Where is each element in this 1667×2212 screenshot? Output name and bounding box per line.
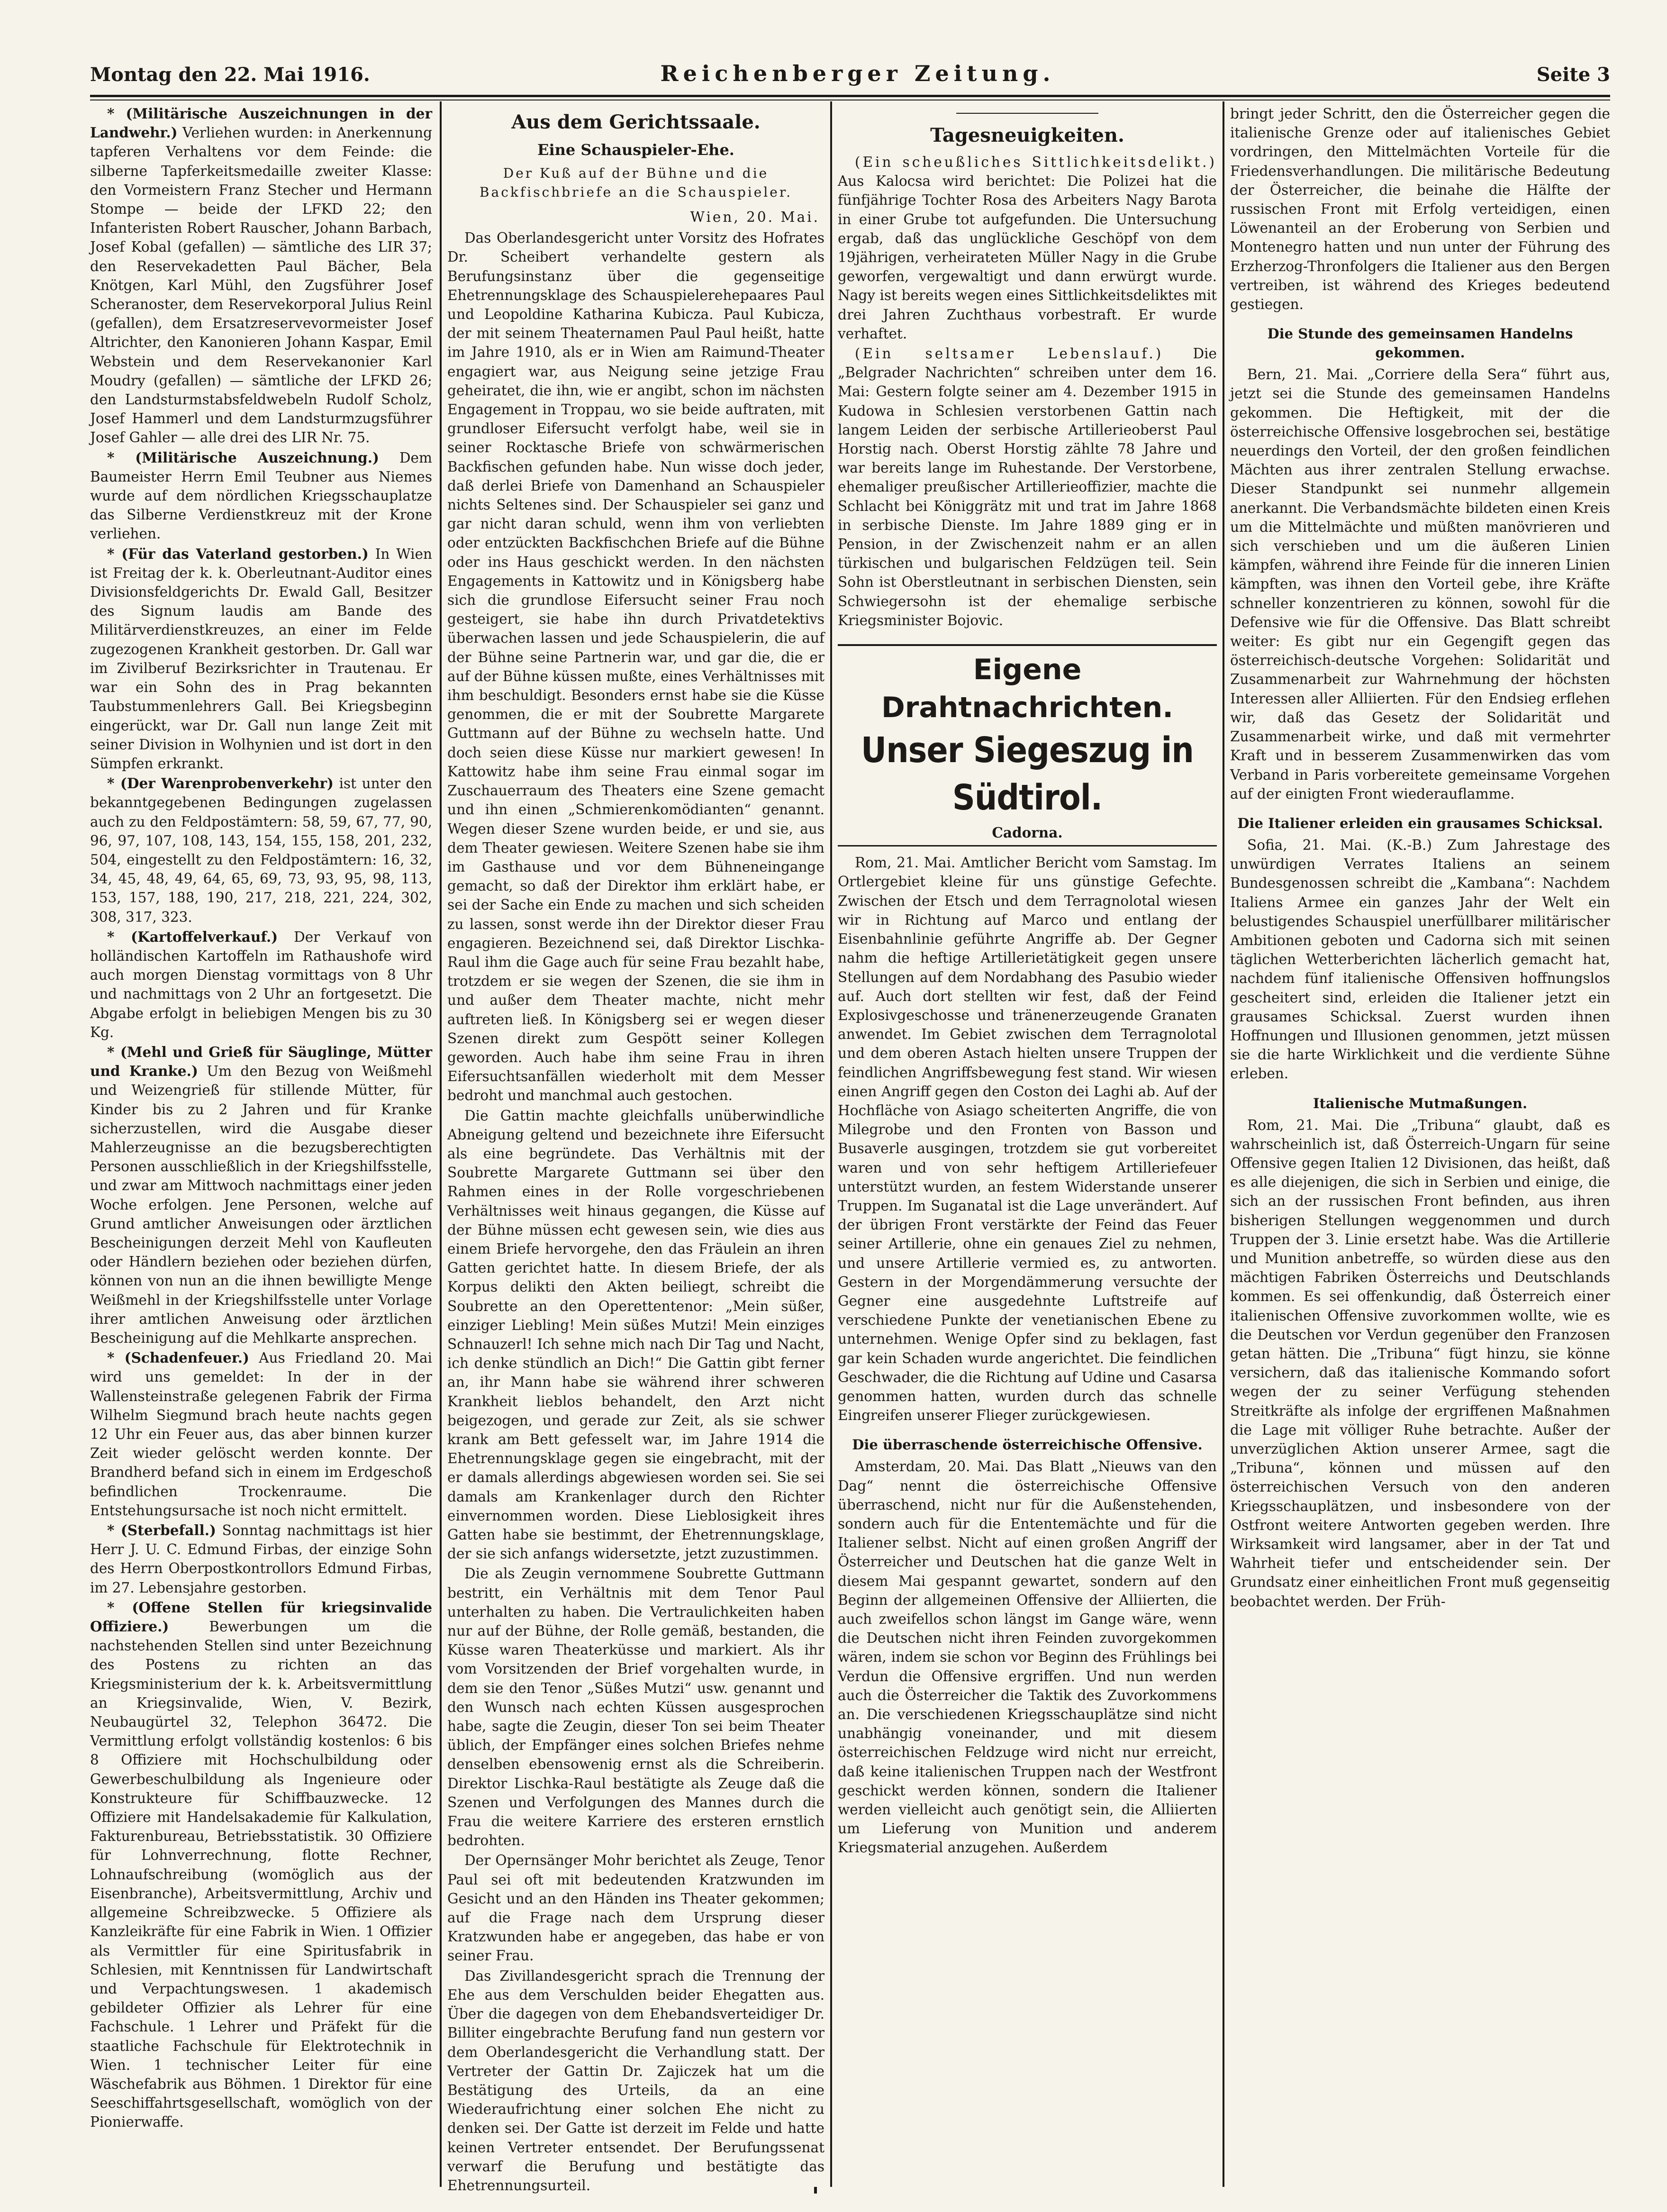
continued-paragraph: bringt jeder Schritt, den die Österreicher gegen die italienische Grenze oder auf italienisches Gebiet vordringen, den Mittelmächten Vorteile für die Friedensverhandlungen. Die militärische Bedeutung der Österreicher, die beinahe die Hälfte der russischen Front mit Erfolg verteidigen, einen Löwenanteil an der Eroberung von Serbien und Montenegro hatten und nun unter der Führung des Erzherzog-Thronfolgers die Italiener aus den Bergen vertreiben, ist während des Krieges bedeutend gestiegen. bbox=[1230, 106, 1610, 313]
news-item: * (Offene Stellen für kriegsinvalide Offiziere.) Bewerbungen um die nachstehenden Stellen sind unter Bezeichnung des Postens zu richten an das Kriegsministerium der k. k. Arbeitsvermittlung an Kriegsinvalide, Wien, V. Bezirk, Neubaugürtel 32, Telephon 36472. Die Vermittlung erfolgt vollständig kostenlos: 6 bis 8 Offiziere mit Hochschulbildung oder Gewerbeschulbildung als Ingenieure oder Konstrukteure für Schiffbauzwecke. 12 Offiziere mit Handelsakademie für Kalkulation, Fakturenbureau, Betriebsstatistik. 30 Offiziere für Lohnverrechnung, flotte Rechner, Lohnaufschreibung (womöglich aus der Eisenbranche), Arbeitsvermittlung, Archiv und allgemeine Schreibzwecke. 5 Offiziere als Kanzleikräfte für eine Fabrik in Wien. 1 Offizier als Vermittler für eine Spiritusfabrik in Schlesien, mit Kenntnissen für Landwirtschaft und Verpachtungswesen. 1 akademisch gebildeter Offizier als Lehrer für eine Fachschule. 1 Lehrer und Präfekt für die staatliche Fachschule für Elektrotechnik in Wien. 1 technischer Leiter für eine Wäschefabrik aus Böhmen. 1 Direktor für eine Seeschiffahrtsgesellschaft, womöglich von der Pionierwaffe. bbox=[90, 1599, 432, 2130]
column-divider bbox=[1223, 101, 1224, 2187]
section-title: Tagesneuigkeiten. bbox=[930, 124, 1124, 146]
article-title: Die Italiener erleiden ein grausames Schicksal. bbox=[1237, 815, 1603, 831]
page-number: Seite 3 bbox=[1536, 64, 1610, 86]
header-rule bbox=[90, 95, 1610, 97]
news-item: * (Mehl und Grieß für Säuglinge, Mütter und Kranke.) Um den Bezug von Weißmehl und Weizengrieß für stillende Mütter, für Kinder bis zu 2 Jahren und für Kranke sicherzustellen, wird die Ausgabe dieser Mahlerzeugnisse an die bezugsberechtigten Personen ausschließlich in der Kriegshilfsstelle, und zwar am Mittwoch nachmittags einer jeden Woche erfolgen. Jene Personen, welche auf Grund amtlicher Anweisungen oder ärztlichen Bescheinigungen derzeit Mehl von Kaufleuten oder Händlern beziehen oder beziehen dürfen, können von nun an die ihnen bewilligte Menge Weißmehl in der Kriegshilfsstelle unter Vorlage ihrer amtlichen Anweisung oder ärztlichen Bescheinigung auf die Mehlkarte ansprechen. bbox=[90, 1043, 432, 1346]
news-item: * (Militärische Auszeichnungen in der Landwehr.) Verliehen wurden: in Anerkennung tapferen Verhaltens vor dem Feinde: die silberne Tapferkeitsmedaille zweiter Klasse: den Vormeistern Franz Stecher und Hermann Stompe — beide der LFKD 22; den Infanteristen Robert Rauscher, Johann Barbach, Josef Kobal (gefallen) — sämtliche des LIR 37; den Reservekadetten Paul Bächer, Bela Knötgen, Karl Mühl, den Zugsführer Josef Scheranoster, dem Reservekorporal Julius Reinl (gefallen), dem Ersatzreservevormeister Josef Altrichter, den Kanonieren Johann Kaspar, Emil Webstein und dem Reservekanonier Karl Moudry (gefallen) — sämtliche der LFKD 26; den Landsturmstabsfeldwebeln Rudolf Scholz, Josef Hammerl und dem Landsturmzugsführer Josef Gahler — alle drei des LIR Nr. 75. bbox=[90, 105, 432, 446]
news-item: (Ein seltsamer Lebenslauf.) Die „Belgrader Nachrichten“ schreiben unter dem 16. Mai: Gestern folgte seiner am 4. Dezember 1915 in Kudowa in Schlesien verstorbenen Gattin nach langem Leiden der serbische Artillerieoberst Paul Horstig nach. Oberst Horstig zählte 78 Jahre und war bereits lange im Ruhestande. Der Verstorbene, ehemaliger preußischer Artillerieoffizier, machte die Schlacht bei Königgrätz mit und trat im Jahre 1868 in serbische Dienste. Im Jahre 1889 ging er in Pension, in der Zwischenzeit nahm er an allen türkischen und bulgarischen Feldzügen teil. Sein Sohn ist Oberstleutnant in serbischen Diensten, sein Schwiegersohn ist der ehemalige serbische Kriegsminister Bojovic. bbox=[838, 346, 1217, 628]
article-title: Die Stunde des gemeinsamen Handelns gekommen. bbox=[1267, 326, 1573, 361]
report-paragraph: Rom, 21. Mai. Die „Tribuna“ glaubt, daß es wahrscheinlich ist, daß Österreich-Ungarn für seine Offensive gegen Italien 12 Divisionen, das heißt, daß es alle diejenigen, die sich in Serbien und einige, die sich an der russischen Front befinden, aus ihren bisherigen Stellungen weggenommen und durch Truppen der 3. Linie ersetzt habe. Was die Artillerie und Munition anbetreffe, so würden diese aus den mächtigen Fabriken Österreichs und Deutschlands kommen. Es sei offenkundig, daß Österreich einer italienischen Offensive zuvorkommen wollte, wie es die Deutschen vor Verdun gegenüber den Franzosen getan hätten. Die „Tribuna“ fügt hinzu, sie könne versichern, daß das italienische Kommando sofort wegen der zu seiner Verfügung stehenden Streitkräfte als infolge der ergriffenen Maßnahmen die Lage mit völliger Ruhe betrachte. Außer der unverzüglichen Aktion unserer Armee, sagt die „Tribuna“, können und müssen auf den österreichischen Versuch von den anderen Kriegsschauplätzen, und insbesondere von der Ostfront weitere Antworten gegeben werden. Ihre Wirksamkeit wird langsamer, aber in der Tat und Wahrheit tiefer und entscheidender sein. Der Grundsatz einer einheitlichen Front muß gegenseitig beobachtet werden. Der Früh- bbox=[1230, 1117, 1610, 1610]
news-item: (Ein scheußliches Sittlichkeitsdelikt.) Aus Kalocsa wird berichtet: Die Polizei hat die fünfjährige Tochter Rosa des Arbeiters Nagy Barota in einer Grube tot aufgefunden. Die Untersuchung ergab, daß das unglückliche Geschöpf von dem 19jährigen, verheirateten Müller Nagy in die Grube geworfen, vergewaltigt und dann erwürgt wurde. Nagy ist bereits wegen eines Sittlichkeitsdeliktes mit drei Jahren Zuchthaus vorbestraft. Er wurde verhaftet. bbox=[838, 154, 1217, 342]
article-title: Eine Schauspieler-Ehe. bbox=[537, 141, 734, 159]
telegram-section-title: Eigene Drahtnachrichten. bbox=[838, 644, 1217, 727]
column-court-report bbox=[447, 104, 824, 2194]
news-item: * (Sterbefall.) Sonntag nachmittags ist hier Herr J. U. C. Edmund Firbas, der einzige Sohn des Herrn Oberpostkontrollors Edmund Firbas, im 27. Lebensjahre gestorben. bbox=[90, 1522, 432, 1596]
report-paragraph: Amsterdam, 20. Mai. Das Blatt „Nieuws van den Dag“ nennt die österreichische Offensive überraschend, nicht nur für die Außenstehenden, sondern auch für die Ententemächte und für die Italiener selbst. Nicht auf einen großen Angriff der Österreicher und Deutschen hat die ganze Welt in diesem Mai gespannt gewartet, sondern auf den Beginn der allgemeinen Offensive der Alliierten, die auch zweifellos schon längst im Gange wäre, wenn die Deutschen nicht ihren Feinden zuvorgekommen wären, indem sie schon vor Beginn des Frühlings bei Verdun die Offensive ergriffen. Und nun werden auch die Österreicher die Taktik des Zuvorkommens an. Die verschiedenen Kriegsschauplätze sind nicht unabhängig voneinander, und mit diesem österreichischen Feldzuge wird nicht nur erreicht, daß keine italienischen Truppen nach der Westfront geschickt werden können, sondern die Italiener werden vielleicht auch genötigt sein, die Alliierten um Lieferung von Munition und anderem Kriegsmaterial anzugehen. Außerdem bbox=[838, 1458, 1217, 1856]
column-divider bbox=[830, 101, 832, 2187]
column-divider bbox=[440, 101, 442, 2187]
news-item: * (Für das Vaterland gestorben.) In Wien ist Freitag der k. k. Oberleutnant-Auditor eines Divisionsfeldgerichts Dr. Ewald Gall, Besitzer des Signum laudis am Bande des Militärverdienstkreuzes, an einer im Felde zugezogenen Krankheit gestorben. Dr. Gall war im Zivilberuf Bezirksrichter in Trautenau. Er war ein Sohn des in Prag bekannten Taubstummenlehrers Gall. Bei Kriegsbeginn eingerückt, war Dr. Gall nun lange Zeit mit seiner Division in Wolhynien und ist dort in den Sümpfen erkrankt. bbox=[90, 545, 432, 772]
article-paragraph: Das Oberlandesgericht unter Vorsitz des Hofrates Dr. Scheibert verhandelte gestern als Berufungsinstanz über die gegenseitige Ehetrennungsklage des Schauspielerehepaares Paul und Leopoldine Katharina Kubicza. Paul Kubicza, der mit seinem Theaternamen Paul Paul heißt, hatte im Jahre 1910, als er in Wien am Raimund-Theater engagiert war, aus Neigung seine jetzige Frau geheiratet, die ihn, wie er angibt, schon im nächsten Engagement in Troppau, wo sie beide auftraten, mit grundloser Eifersucht verfolgt habe, weil sie in seiner Rocktasche Briefe von schwärmerischen Backfischen gefunden habe. Nun wisse doch jeder, daß derlei Briefe von Damenhand an Schauspieler nichts Seltenes sind. Der Schauspieler sei ganz und gar nicht daran schuld, wenn ihm von verliebten oder entzückten Backfischchen Briefe auf die Bühne oder ins Haus geschickt werden. In den nächsten Engagements in Kattowitz und in Königsberg habe sich die grundlose Eifersucht seiner Frau noch gesteigert, sie habe ihn durch Privatdetektivs überwachen lassen und jede Schauspielerin, die auf der Bühne seine Partnerin war, und gar die, die er auf der Bühne küssen mußte, eines Verhältnisses mit ihm beschuldigt. Besonders ernst habe sie die Küsse genommen, die er mit der Soubrette Margarete Guttmann auf der Bühne zu wechseln hatte. Und doch seien diese Küsse nur markiert gewesen! In Kattowitz habe ihm seine Frau einmal sogar im Zuschauerraum des Theaters eine Szene gemacht und ihn einen „Schmierenkomödianten“ genannt. Wegen dieser Szene wurden beide, er und sie, aus dem Theater gewiesen. Weitere Szenen habe sie ihm im Gasthause und vor dem Bühneneingange gemacht, so daß der Direktor ihm erklärt habe, er sei der Sache ein Ende zu machen und sich scheiden zu lassen, sonst werde ihn der Direktor dieser Frau engagieren. Bezeichnend sei, daß Direktor Lischka-Raul ihm die Gage auch für seine Frau bezahlt habe, trotzdem er sie wegen der Szenen, die sie ihm in und außer dem Theater machte, nicht mehr auftreten ließ. In Königsberg sei er wegen dieser Szenen direkt zum Gespött seiner Kollegen geworden. Auch habe ihm seine Frau in ihren Eifersuchtsanfällen wiederholt mit dem Messer bedroht und manchmal auch gestochen. bbox=[447, 230, 824, 1104]
article-title: Italienische Mutmaßungen. bbox=[1313, 1095, 1528, 1111]
running-header bbox=[90, 56, 1610, 97]
article-title: Die überraschende österreichische Offensive. bbox=[852, 1437, 1203, 1453]
headline: Unser Siegeszug in Südtirol. bbox=[861, 730, 1194, 819]
article-paragraph: Die als Zeugin vernommene Soubrette Guttmann bestritt, ein Verhältnis mit dem Tenor Paul unterhalten zu haben. Die Vertraulichkeiten haben nur auf der Bühne, der Rolle gemäß, bestanden, die Küsse waren Theaterküsse und markiert. Als ihr vom Vorsitzenden der Brief vorgehalten wurde, in dem sie den Tenor „Süßes Mutzi“ usw. genannt und den Wunsch nach echten Küssen ausgesprochen habe, sagte die Zeugin, dieser Ton sei beim Theater üblich, der Empfänger eines solchen Briefes nehme denselben ebensowenig ernst als die Schreiberin. Direktor Lischka-Raul bestätigte als Zeuge daß die Szenen und Verfolgungen des Mannes durch die Frau die weitere Karriere des ersteren ernstlich bedrohten. bbox=[447, 1566, 824, 1849]
column-local-news bbox=[90, 104, 432, 2180]
dateline: Wien, 20. Mai. bbox=[690, 209, 820, 225]
article-paragraph: Die Gattin machte gleichfalls unüberwindliche Abneigung geltend und bezeichnete ihre Eifersucht als eine begründete. Das Verhältnis mit der Soubrette Margarete Guttmann sei über den Rahmen eines in der Rolle vorgeschriebenen Verhältnisses weit hinaus gegangen, die Küsse auf der Bühne müssen echt gewesen sein, wie dies aus einem Briefe hervorgehe, den das Fräulein an ihren Gatten gerichtet hatte. In diesem Briefe, der als Korpus delikti den Akten beiliegt, schreibt die Soubrette an den Operettentenor: „Mein süßer, einziger Liebling! Mein süßes Mutzi! Mein einziges Schnauzerl! Ich sehne mich nach Dir Tag und Nacht, ich denke stündlich an Dich!“ Die Gattin gibt ferner an, ihr Mann habe sie während ihrer schweren Krankheit lieblos behandelt, den Arzt nicht beigezogen, und gerade zur Zeit, als sie schwer krank am Bett gefesselt war, im Jahre 1914 die Ehetrennungsklage gegen sie eingebracht, mit der er damals allerdings abgewiesen worden sei. Sie sei damals am Krankenlager durch den Richter einvernommen worden. Diese Lieblosigkeit ihres Gatten habe sie bestimmt, der Ehetrennungsklage, der sie sich anfangs widersetzte, jetzt zuzustimmen. bbox=[447, 1107, 824, 1562]
report-paragraph: Rom, 21. Mai. Amtlicher Bericht vom Samstag. Im Ortlergebiet kleine für uns günstige Gefechte. Zwischen der Etsch und dem Terragnolotal wiesen wir in Richtung auf Marco und entlang der Eisenbahnlinie geführte Angriffe ab. Der Gegner nahm die heftige Artillerietätigkeit gegen unsere Stellungen auf dem Nordabhang des Pasubio wieder auf. Auch dort stellten wir fest, daß der Feind Explosivgeschosse und tränenerzeugende Granaten anwendet. Im Gebiet zwischen dem Terragnolotal und dem oberen Astach hielten unsere Truppen der feindlichen Angriffsbewegung fest stand. Wir wiesen einen Angriff gegen den Coston dei Laghi ab. Auf der Hochfläche von Asiago scheiterten Angriffe, die von Milegrobe und den Fronten von Basson und Busaverle ausgingen, trotzdem sie gut vorbereitet waren und von sehr heftigem Artilleriefeuer unterstützt wurden, an festem Widerstande unserer Truppen. Im Suganatal ist die Lage unverändert. Auf der übrigen Front verstärkte der Feind das Feuer seiner Artillerie, ohne ein genaues Ziel zu nehmen, und unsere Artillerie vermied es, zu antworten. Gestern in der Morgendämmerung versuchte der Gegner eine ausgedehnte Luftstreife auf verschiedene Punkte der venetianischen Ebene zu unternehmen. Wenige Opfer sind zu beklagen, fast gar kein Schaden wurde angerichtet. Die feindlichen Geschwader, die die Richtung auf Udine und Casarsa genommen hatten, wurden durch das schnelle Eingreifen unserer Flieger zurückgewiesen. bbox=[838, 855, 1217, 1424]
article-paragraph: Das Zivillandesgericht sprach die Trennung der Ehe aus dem Verschulden beider Ehegatten aus. Über die dagegen von dem Ehebandsverteidiger Dr. Billiter eingebrachte Berufung fand nun gestern vor dem Oberlandesgericht die Verhandlung statt. Der Vertreter der Gattin Dr. Zajiczek hat um die Bestätigung des Urteils, da an eine Wiederaufrichtung einer solchen Ehe nicht zu denken sei. Der Gatte ist derzeit im Felde und hatte keinen Vertreter entsendet. Der Berufungssenat verwarf die Berufung und bestätigte das Ehetrennungsurteil. bbox=[447, 1967, 824, 2194]
article-paragraph: Der Opernsänger Mohr berichtet als Zeuge, Tenor Paul sei oft mit bedeutenden Kratzwunden im Gesicht und an den Händen ins Theater gekommen; auf die Frage nach dem Ursprung dieser Kratzwunden habe er angegeben, das habe er von seiner Frau. bbox=[447, 1852, 824, 1964]
article-subtitle: Der Kuß auf der Bühne und die Backfischbriefe an die Schauspieler. bbox=[479, 165, 793, 200]
report-paragraph: Bern, 21. Mai. „Corriere della Sera“ führt aus, jetzt sei die Stunde des gemeinsamen Handelns gekommen. Die Heftigkeit, mit der die österreichische Offensive losgebrochen sei, bestätige neuerdings den Vorteil, der den großen feindlichen Mächten aus ihrer zentralen Stellung erwachse. Dieser Standpunkt sei nunmehr allgemein anerkannt. Die Verbandsmächte bildeten einen Kreis um die Mittelmächte und müßten manövrieren und sich verschieben und um die äußeren Linien kämpfen, während ihre Feinde für die inneren Linien kämpften, was ihnen den Vorteil gebe, ihre Kräfte schneller konzentrieren zu können, sowohl für die Defensive wie für die Offensive. Das Blatt schreibt weiter: Es gibt nur ein Gegengift gegen das österreichisch-deutsche Vorgehen: Solidarität und Zusammenarbeit zur Wahrnehmung der höchsten Interessen aller Alliierten. Für den Endsieg erflehen wir, daß das Gesetz der Solidarität und Zusammenarbeit wirke, und daß mit vermehrter Kraft und in besserem Zusammenwirken das vom Verband in Paris vorbereitete gemeinsame Vorgehen auf der einigten Front wiederauflamme. bbox=[1230, 366, 1610, 802]
news-item: * (Der Warenprobenverkehr) ist unter den bekanntgegebenen Bedingungen zugelassen auch zu den Feldpostämtern: 58, 59, 67, 77, 90, 96, 97, 107, 108, 143, 154, 155, 158, 201, 232, 504, eingestellt zu den Feldpostämtern: 16, 32, 34, 45, 48, 49, 64, 65, 69, 73, 93, 95, 98, 113, 153, 157, 188, 190, 217, 218, 221, 224, 302, 308, 317, 323. bbox=[90, 775, 432, 925]
sub-headline: Cadorna. bbox=[992, 824, 1063, 841]
report-paragraph: Sofia, 21. Mai. (K.-B.) Zum Jahrestage des unwürdigen Verrates Italiens an seinem Bundesgenossen schreibt die „Kambana“: Nachdem Italiens Armee ein ganzes Jahr der Welt ein belustigendes Schauspiel unerfüllbarer militärischer Ambitionen geboten und Cadorna sich mit seinen täglichen Wetterberichten lächerlich gemacht hat, nachdem fünf italienische Offensiven hoffnungslos gescheitert sind, erleiden die Italiener jetzt ein grausames Schicksal. Zuerst wurden ihnen Hoffnungen und Illusionen genommen, jetzt müssen sie die harte Wirklichkeit und die verdiente Sühne erleben. bbox=[1230, 837, 1610, 1082]
news-item: * (Schadenfeuer.) Aus Friedland 20. Mai wird uns gemeldet: In der in der Wallensteinstraße gelegenen Fabrik der Firma Wilhelm Siegmund brach heute nachts gegen 12 Uhr ein Feuer aus, das aber binnen kurzer Zeit wieder gelöscht werden konnte. Der Brandherd befand sich in einem im Erdgeschoß befindlichen Trockenraume. Die Entstehungsursache ist noch nicht ermittelt. bbox=[90, 1349, 432, 1519]
column-telegrams bbox=[1230, 104, 1610, 2180]
issue-date: Montag den 22. Mai 1916. bbox=[90, 64, 370, 86]
news-item: * (Kartoffelverkauf.) Der Verkauf von holländischen Kartoffeln im Rathaushofe wird auch morgen Dienstag vormittags von 8 Uhr und nachmittags von 2 Uhr an fortgesetzt. Die Abgabe erfolgt in beliebigen Mengen bis zu 30 Kg. bbox=[90, 928, 432, 1040]
section-title: Aus dem Gerichtssaale. bbox=[511, 111, 761, 133]
news-item: * (Militärische Auszeichnung.) Dem Baumeister Herrn Emil Teubner aus Niemes wurde auf dem nördlichen Kriegsschauplatze das Silberne Verdienstkreuz mit der Krone verliehen. bbox=[90, 449, 432, 542]
divider bbox=[956, 113, 1098, 114]
print-mark bbox=[814, 2187, 817, 2194]
divider bbox=[838, 845, 1217, 847]
masthead: Reichenberger Zeitung. bbox=[660, 61, 1055, 86]
column-daily-news bbox=[838, 104, 1217, 2180]
